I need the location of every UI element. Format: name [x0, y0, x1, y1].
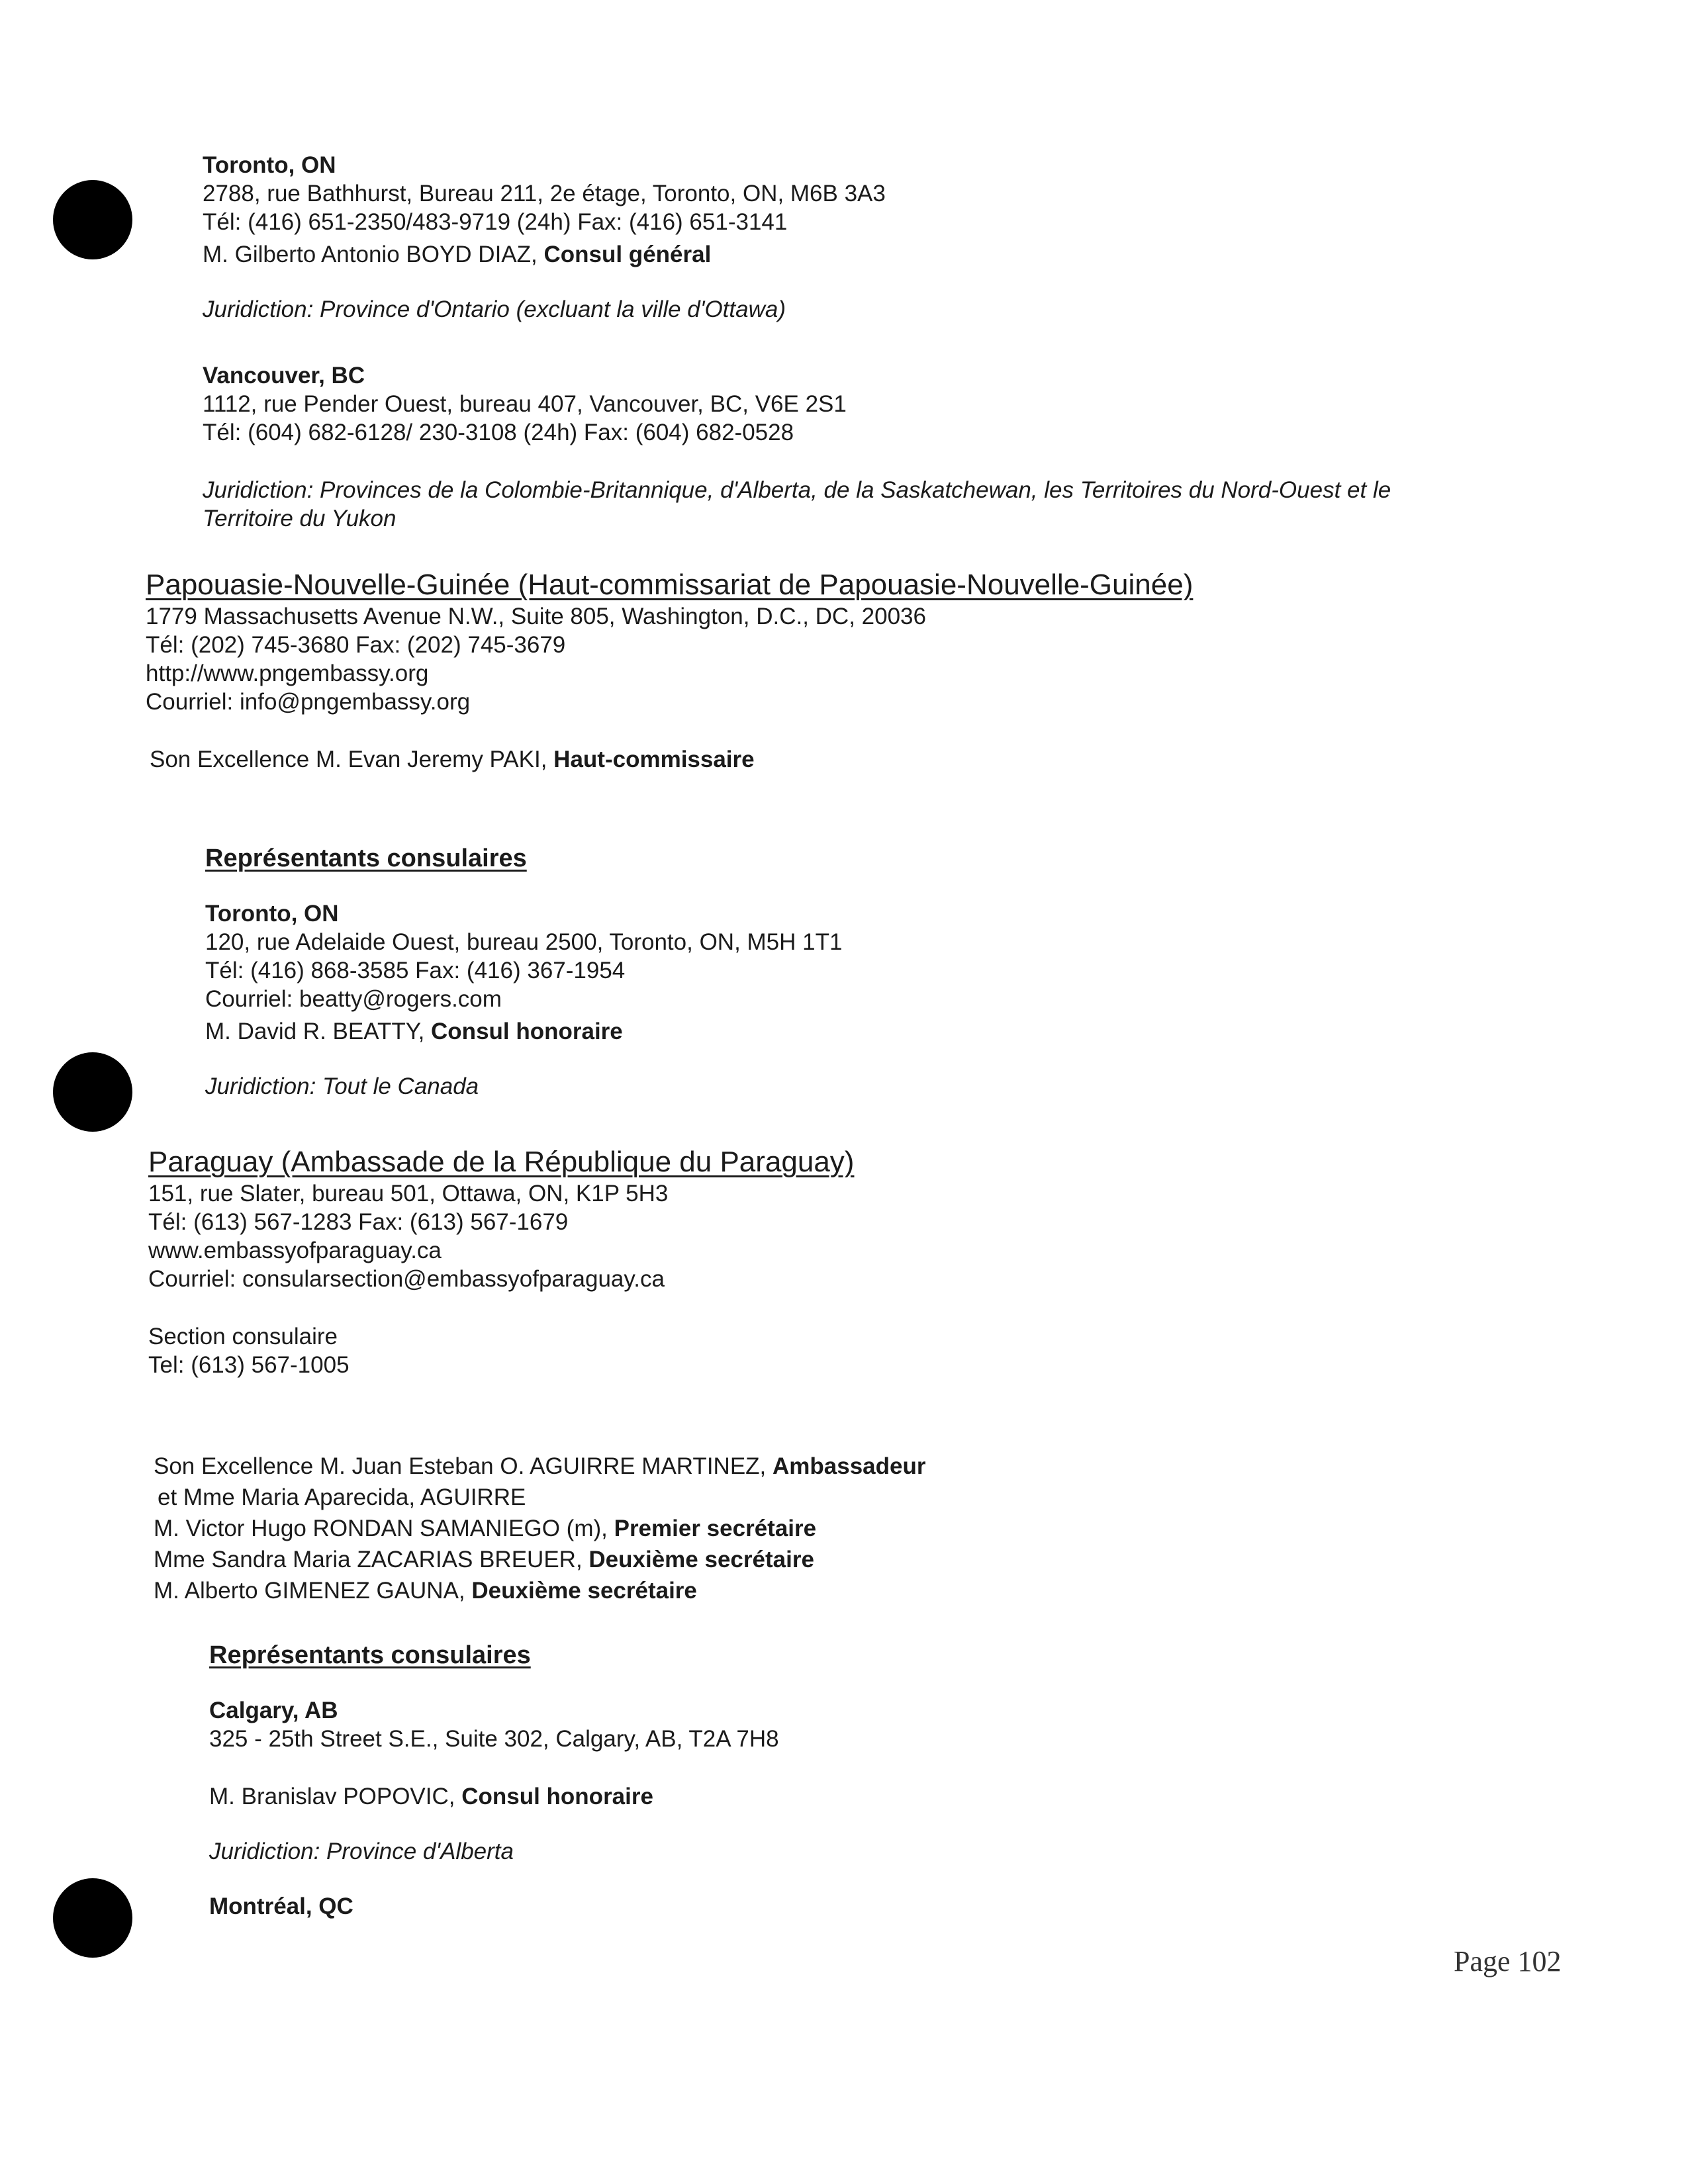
mission-website: http://www.pngembassy.org — [146, 660, 429, 686]
staff-member — [158, 1482, 925, 1513]
consulate-vancouver — [203, 361, 1391, 533]
consulate-phone: Tél: (416) 868-3585 Fax: (416) 367-1954 — [205, 958, 626, 983]
staff-member — [154, 1575, 925, 1606]
jurisdiction-text: Province d'Alberta — [326, 1839, 514, 1864]
consulate-address: 2788, rue Bathhurst, Bureau 211, 2e étage, Toronto, ON, M6B 3A3 — [203, 181, 886, 206]
page-number: Page 102 — [1454, 1945, 1562, 1978]
head-of-mission — [150, 745, 1193, 774]
consulate-city: Vancouver, BC — [203, 363, 365, 388]
staff-member — [154, 1451, 925, 1482]
consulate-address: 1112, rue Pender Ouest, bureau 407, Vancouver, BC, V6E 2S1 — [203, 391, 847, 417]
mission-phone: Tél: (202) 745-3680 Fax: (202) 745-3679 — [146, 632, 566, 658]
country-entry-png — [146, 568, 1193, 774]
official-name: Son Excellence M. Evan Jeremy PAKI, — [150, 747, 547, 772]
jurisdiction-text-continued: Territoire du Yukon — [203, 506, 397, 531]
consulate-official — [205, 1017, 842, 1046]
staff-title: Ambassadeur — [773, 1453, 926, 1479]
consulate-phone: Tél: (604) 682-6128/ 230-3108 (24h) Fax: (604) 682-0528 — [203, 420, 794, 445]
mission-address: 1779 Massachusetts Avenue N.W., Suite 805, Washington, D.C., DC, 20036 — [146, 604, 926, 629]
jurisdiction-text: Province d'Ontario (excluant la ville d'Ottawa) — [320, 296, 786, 322]
consulate-official — [203, 240, 886, 269]
mission-email: Courriel: consularsection@embassyofparaguay.ca — [148, 1266, 665, 1292]
consulate-address: 120, rue Adelaide Ouest, bureau 2500, Toronto, ON, M5H 1T1 — [205, 929, 843, 955]
jurisdiction-text: Tout le Canada — [322, 1073, 479, 1099]
consulate-city: Toronto, ON — [205, 901, 339, 927]
official-title: Consul général — [543, 242, 712, 267]
consulate-official — [209, 1782, 779, 1811]
binder-hole — [53, 180, 132, 259]
staff-title: Premier secrétaire — [614, 1516, 817, 1541]
consulate-address: 325 - 25th Street S.E., Suite 302, Calgary, AB, T2A 7H8 — [209, 1726, 779, 1752]
staff-member — [154, 1544, 925, 1575]
consular-reps-heading: Représentants consulaires — [205, 844, 527, 872]
consulate-city: Calgary, AB — [209, 1698, 338, 1723]
consulate-jurisdiction — [209, 1837, 779, 1866]
staff-name: M. Victor Hugo RONDAN SAMANIEGO (m), — [154, 1516, 608, 1541]
mission-address: 151, rue Slater, bureau 501, Ottawa, ON, K1P 5H3 — [148, 1181, 669, 1206]
jurisdiction-text: Provinces de la Colombie-Britannique, d'Alberta, de la Saskatchewan, les Territoires du Nord-Ouest et le — [320, 477, 1391, 503]
consulate-city: Montréal, QC — [209, 1893, 353, 1919]
consulate-phone: Tél: (416) 651-2350/483-9719 (24h) Fax: (416) 651-3141 — [203, 209, 788, 235]
paraguay-consular-reps — [209, 1641, 779, 1921]
country-heading: Papouasie-Nouvelle-Guinée (Haut-commissariat de Papouasie-Nouvelle-Guinée) — [146, 569, 1194, 601]
official-name: M. Gilberto Antonio BOYD DIAZ, — [203, 242, 538, 267]
staff-title: Deuxième secrétaire — [471, 1578, 697, 1604]
binder-hole — [53, 1052, 132, 1132]
mission-website: www.embassyofparaguay.ca — [148, 1238, 442, 1263]
consular-section: Section consulaire — [148, 1324, 338, 1349]
consulate-jurisdiction — [203, 476, 1391, 504]
consular-reps-heading: Représentants consulaires — [209, 1641, 531, 1669]
staff-name: Son Excellence M. Juan Esteban O. AGUIRRE MARTINEZ, — [154, 1453, 767, 1479]
staff-title: Deuxième secrétaire — [588, 1547, 814, 1572]
country-heading: Paraguay (Ambassade de la République du Paraguay) — [148, 1146, 855, 1178]
jurisdiction-label: Juridiction: — [203, 296, 314, 322]
staff-member — [154, 1513, 925, 1544]
jurisdiction-label: Juridiction: — [209, 1839, 320, 1864]
country-entry-paraguay — [148, 1145, 854, 1379]
binder-hole — [53, 1878, 132, 1958]
png-consular-reps — [205, 844, 842, 1101]
official-title: Haut-commissaire — [553, 747, 755, 772]
consulate-city: Toronto, ON — [203, 152, 336, 178]
staff-name: et Mme Maria Aparecida, AGUIRRE — [158, 1484, 526, 1510]
official-title: Consul honoraire — [431, 1019, 623, 1044]
jurisdiction-label: Juridiction: — [205, 1073, 316, 1099]
official-title: Consul honoraire — [461, 1784, 653, 1809]
consular-section-phone: Tel: (613) 567-1005 — [148, 1352, 350, 1378]
official-name: M. David R. BEATTY, — [205, 1019, 425, 1044]
paraguay-staff-list — [154, 1451, 925, 1606]
consulate-jurisdiction — [205, 1072, 842, 1101]
consulate-toronto — [203, 151, 886, 324]
official-name: M. Branislav POPOVIC, — [209, 1784, 455, 1809]
jurisdiction-label: Juridiction: — [203, 477, 314, 503]
staff-name: M. Alberto GIMENEZ GAUNA, — [154, 1578, 465, 1604]
consulate-jurisdiction — [203, 295, 886, 324]
staff-name: Mme Sandra Maria ZACARIAS BREUER, — [154, 1547, 583, 1572]
mission-phone: Tél: (613) 567-1283 Fax: (613) 567-1679 — [148, 1209, 569, 1235]
mission-email: Courriel: info@pngembassy.org — [146, 689, 471, 715]
consulate-email: Courriel: beatty@rogers.com — [205, 986, 502, 1012]
